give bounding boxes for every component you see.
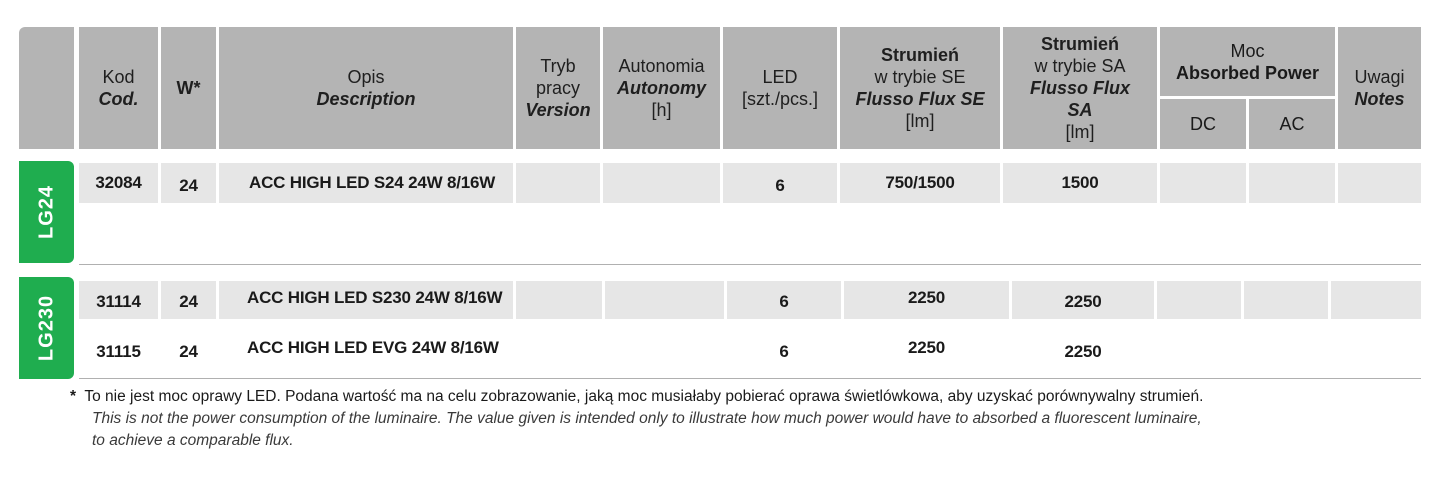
header-sa-unit: [lm] <box>1065 122 1095 142</box>
header-autonomia-pl: Autonomia <box>618 56 705 76</box>
cell-strumien-se: 2250 <box>907 288 946 307</box>
row-band <box>1160 163 1246 203</box>
footnote-pl-text: To nie jest moc oprawy LED. Podana wartość ma na celu zobrazowanie, jaką moc musiałaby pobierać oprawa świetlówkowa, aby uzyskać porównywalny strumień. <box>84 388 1204 405</box>
footnote-pl <box>70 386 1400 408</box>
header-sa-1: Strumień <box>1040 34 1119 54</box>
header-opis-pl: Opis <box>347 67 385 87</box>
row-band <box>1249 163 1335 203</box>
cell-w: 24 <box>179 342 198 361</box>
cell-strumien-sa: 2250 <box>1064 292 1102 311</box>
footnote-en-1: This is not the power consumption of the luminaire. The value given is intended only to illustrate how much power would have to absorbed a fluorescent luminaire, <box>92 410 1202 427</box>
header-autonomia-unit: [h] <box>651 100 672 120</box>
header-strumien-se <box>840 27 1000 149</box>
group-tag-lg230 <box>19 277 74 379</box>
row-band <box>1338 163 1421 203</box>
row-band <box>605 281 724 319</box>
header-tryb-en: Version <box>525 100 591 120</box>
cell-w: 24 <box>179 292 198 311</box>
footnote <box>70 386 1409 452</box>
header-se-unit: [lm] <box>905 111 935 131</box>
cell-kod: 31115 <box>96 342 141 361</box>
header-uwagi-pl: Uwagi <box>1354 67 1405 87</box>
row-band <box>1157 281 1241 319</box>
header-uwagi <box>1338 27 1421 149</box>
cell-opis: ACC HIGH LED S230 24W 8/16W <box>247 288 503 307</box>
cell-led: 6 <box>775 176 785 195</box>
header-dc <box>1160 99 1246 149</box>
cell-opis: ACC HIGH LED EVG 24W 8/16W <box>247 338 499 357</box>
cell-strumien-se: 750/1500 <box>885 173 955 192</box>
table-bottom-rule <box>79 378 1421 379</box>
header-w-label: W* <box>176 78 201 98</box>
header-sa-2: w trybie SA <box>1034 56 1126 76</box>
header-moc-title <box>1160 27 1335 96</box>
header-kod-en: Cod. <box>98 89 139 109</box>
header-kod <box>79 27 158 149</box>
header-strumien-sa <box>1003 27 1157 149</box>
header-moc-pl: Moc <box>1230 40 1265 61</box>
row-band <box>603 163 720 203</box>
header-se-2: w trybie SE <box>874 67 966 87</box>
header-opis <box>219 27 513 149</box>
header-led-label: LED <box>762 67 798 87</box>
header-w <box>161 27 216 149</box>
header-moc-en: Absorbed Power <box>1175 62 1320 83</box>
row-band <box>1244 281 1328 319</box>
header-tryb <box>516 27 600 149</box>
header-autonomia-en: Autonomy <box>617 78 706 98</box>
header-opis-en: Description <box>316 89 416 109</box>
group-divider <box>79 264 1421 265</box>
row-band <box>516 163 600 203</box>
header-ac-label: AC <box>1279 113 1305 134</box>
header-sa-4-it: SA <box>1067 100 1093 120</box>
cell-kod: 31114 <box>96 292 141 311</box>
header-corner <box>19 27 74 149</box>
group-tag-lg230-label: LG230 <box>35 294 57 362</box>
header-uwagi-en: Notes <box>1354 89 1405 109</box>
header-led-unit: [szt./pcs.] <box>741 89 819 109</box>
cell-opis: ACC HIGH LED S24 24W 8/16W <box>249 173 496 192</box>
cell-strumien-se: 2250 <box>907 338 946 357</box>
cell-led: 6 <box>779 342 789 361</box>
header-se-1: Strumień <box>880 45 959 65</box>
cell-strumien-sa: 2250 <box>1064 342 1102 361</box>
header-moc <box>1160 27 1335 149</box>
cell-kod: 32084 <box>95 173 142 192</box>
header-kod-pl: Kod <box>102 67 135 87</box>
group-tag-lg24 <box>19 161 74 263</box>
header-se-3: Flusso Flux SE <box>855 89 985 109</box>
footnote-en-2: to achieve a comparable flux. <box>92 432 294 449</box>
cell-w: 24 <box>179 176 198 195</box>
header-dc-label: DC <box>1190 113 1216 134</box>
cell-led: 6 <box>779 292 789 311</box>
row-band <box>1331 281 1421 319</box>
header-tryb-pl-2: pracy <box>535 78 580 98</box>
cell-strumien-sa: 1500 <box>1061 173 1099 192</box>
header-tryb-pl-1: Tryb <box>540 56 576 76</box>
footnote-marker: * <box>70 388 77 405</box>
group-tag-lg24-label: LG24 <box>35 184 57 240</box>
row-band <box>516 281 602 319</box>
header-sa-3: Flusso Flux <box>1029 78 1130 98</box>
header-ac <box>1249 99 1335 149</box>
header-led <box>723 27 837 149</box>
header-sa-4 <box>1066 99 1095 143</box>
header-autonomia <box>603 27 720 149</box>
